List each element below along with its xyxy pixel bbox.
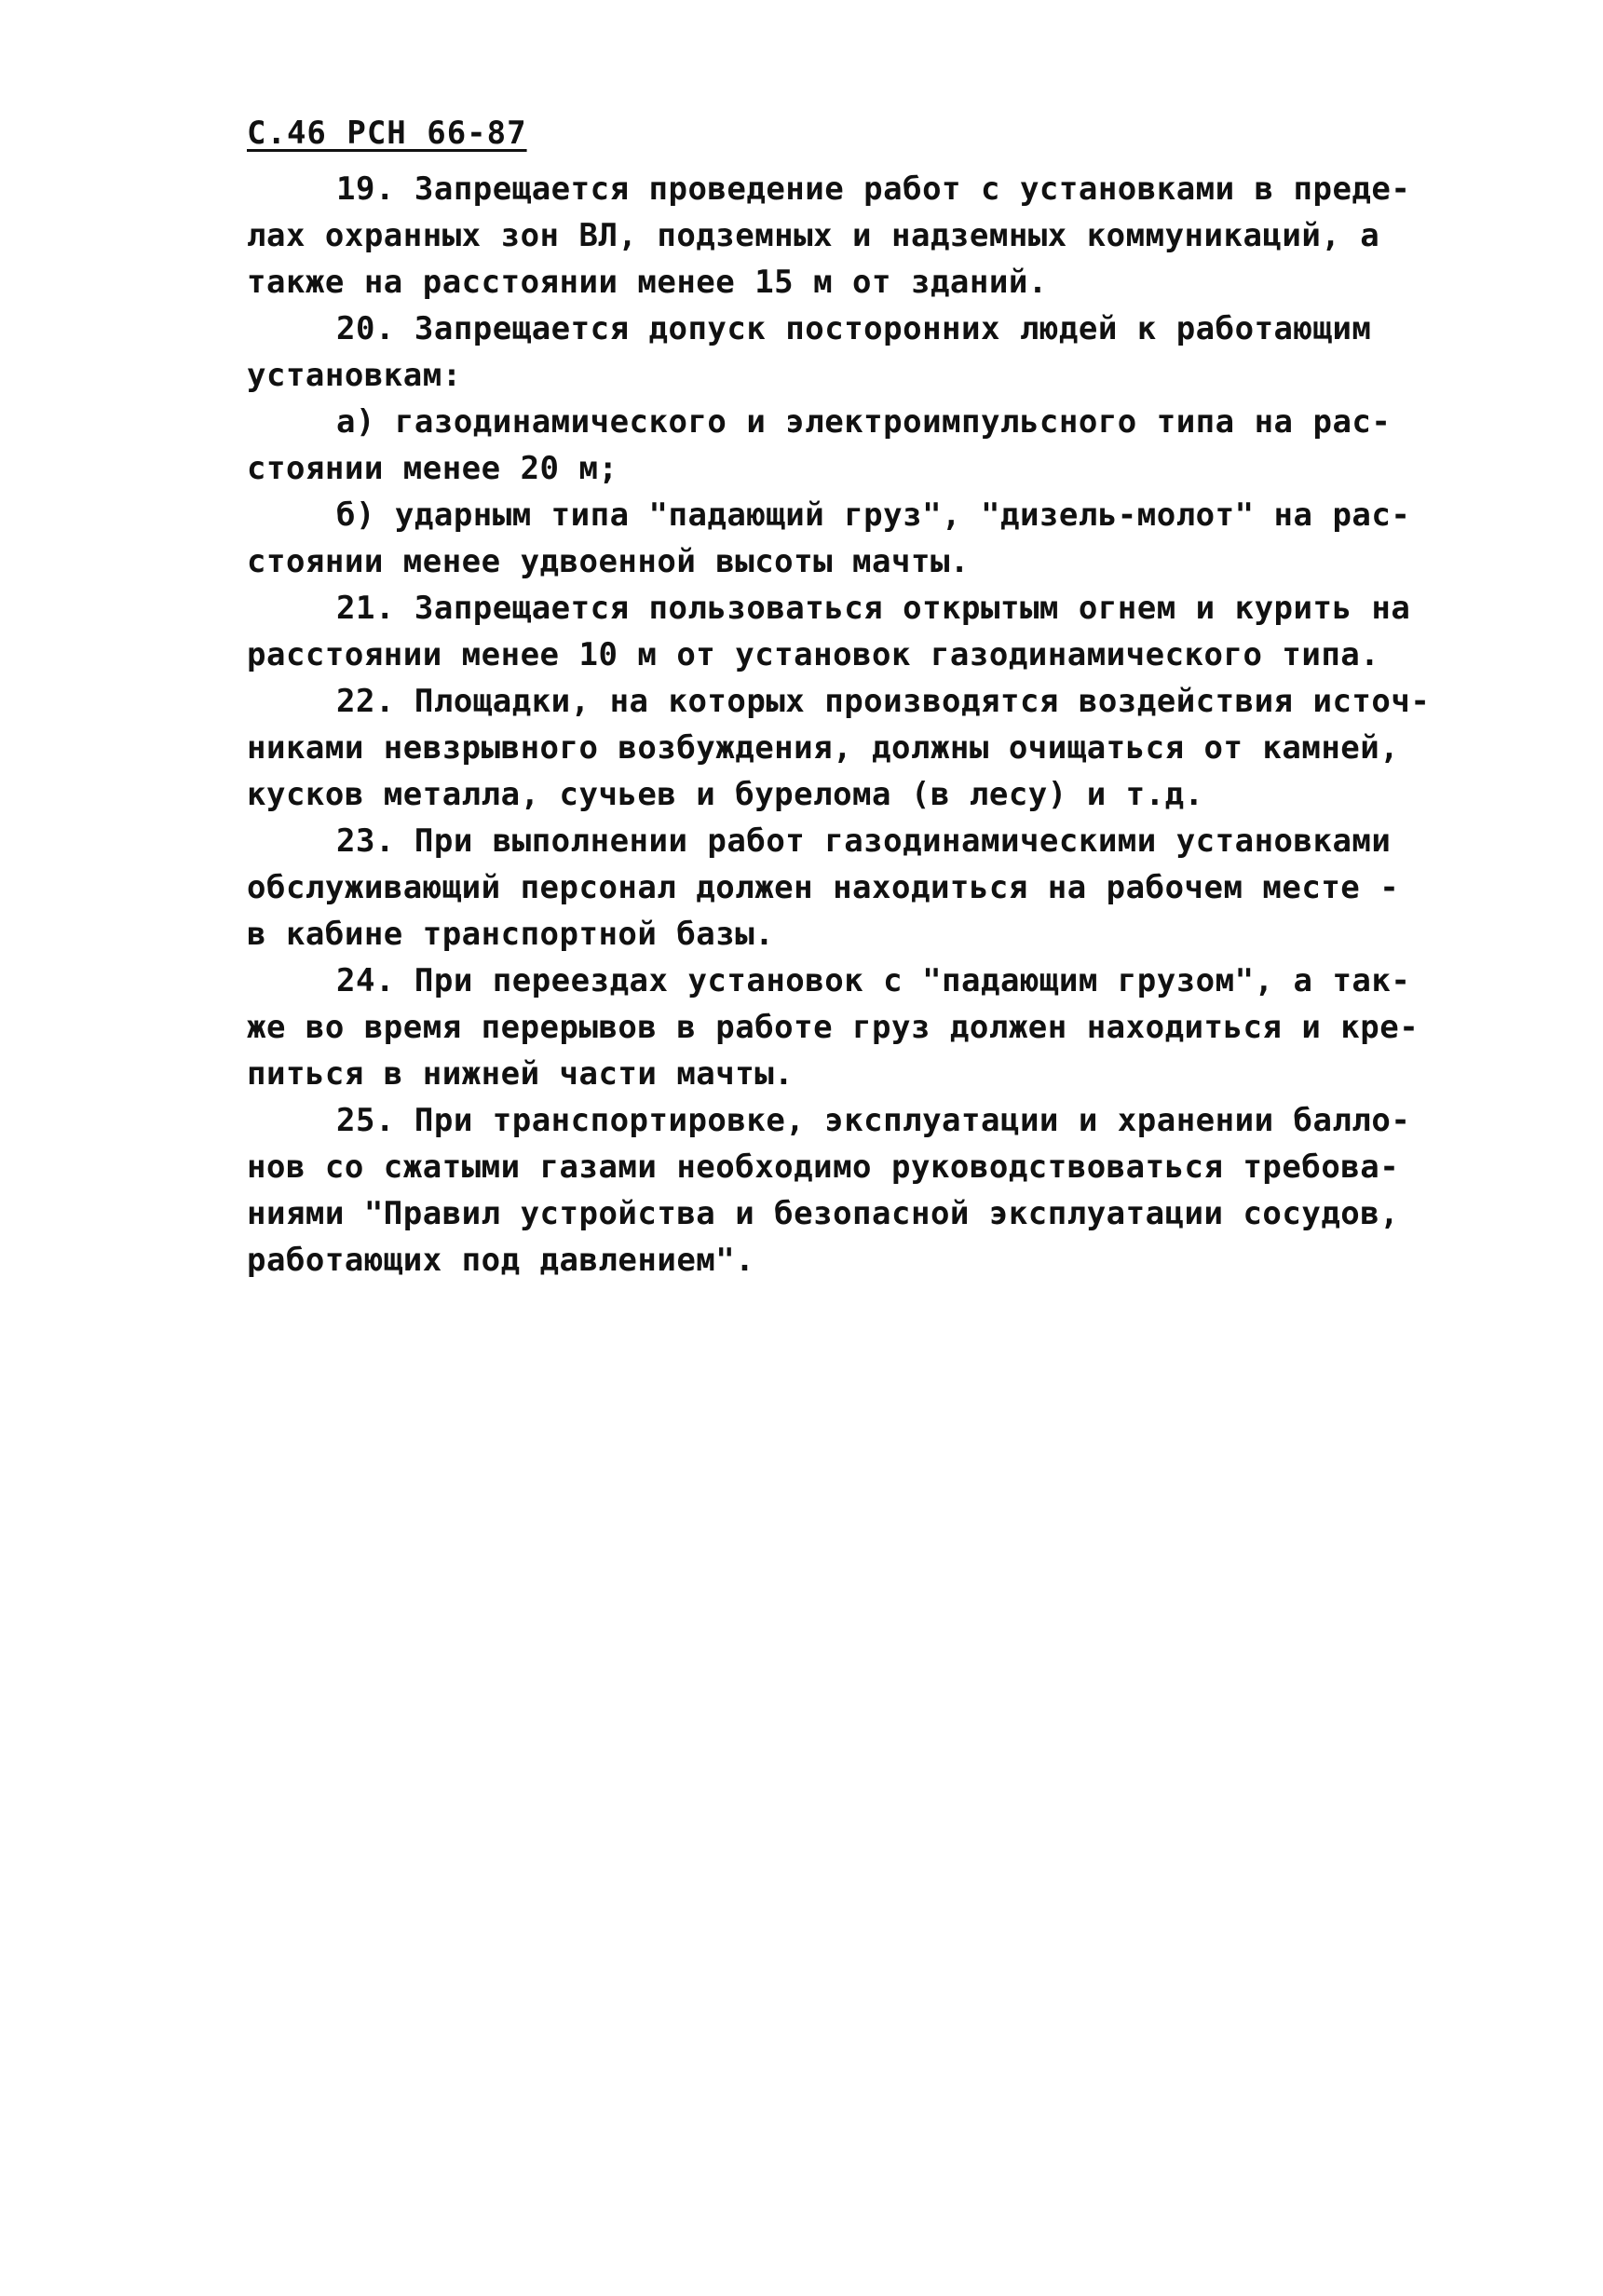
text-line: лах охранных зон ВЛ, подземных и надземных коммуникаций, а [247,217,1380,254]
paragraph-20b [247,492,1420,585]
text-line: также на расстоянии менее 15 м от зданий. [247,264,1048,301]
text-line: 20. Запрещается допуск посторонних людей к работающим [336,310,1372,347]
text-line: же во время перерывов в работе груз должен находиться и кре- [247,1009,1420,1046]
paragraph-24 [247,958,1420,1097]
text-line: никами невзрывного возбуждения, должны очищаться от камней, [247,729,1400,767]
text-line: а) газодинамического и электроимпульсного типа на рас- [336,403,1392,441]
text-line: 25. При транспортировке, эксплуатации и хранении балло- [336,1102,1411,1139]
text-line: 24. При переездах установок с "падающим грузом", а так- [336,962,1411,999]
text-line: нов со сжатыми газами необходимо руководствоваться требова- [247,1148,1400,1186]
text-line: стоянии менее удвоенной высоты мачты. [247,543,970,580]
page-header: С.46 РСН 66-87 [247,115,527,152]
paragraph-23 [247,818,1420,958]
text-line: ниями "Правил устройства и безопасной эксплуатации сосудов, [247,1195,1400,1232]
text-line: установкам: [247,357,462,394]
text-line: стоянии менее 20 м; [247,450,618,487]
paragraph-25 [247,1097,1420,1284]
text-line: работающих под давлением". [247,1242,755,1279]
text-line: б) ударным типа "падающий груз", "дизель-молот" на рас- [336,496,1411,534]
paragraph-21 [247,585,1420,678]
text-line: 23. При выполнении работ газодинамическими установками [336,822,1392,860]
text-line: обслуживающий персонал должен находиться на рабочем месте - [247,869,1400,906]
text-line: 21. Запрещается пользоваться открытым огнем и курить на [336,590,1411,627]
paragraph-20 [247,306,1420,399]
text-line: питься в нижней части мачты. [247,1055,795,1093]
text-line: 22. Площадки, на которых производятся воздействия источ- [336,683,1431,720]
text-line: 19. Запрещается проведение работ с установками в преде- [336,170,1411,208]
document-body [247,110,1431,1284]
paragraph-20a [247,399,1420,492]
text-line: расстоянии менее 10 м от установок газодинамического типа. [247,636,1380,673]
text-line: кусков металла, сучьев и бурелома (в лесу) и т.д. [247,776,1204,813]
paragraph-22 [247,678,1431,818]
paragraph-19 [247,166,1420,306]
text-line: в кабине транспортной базы. [247,916,775,953]
